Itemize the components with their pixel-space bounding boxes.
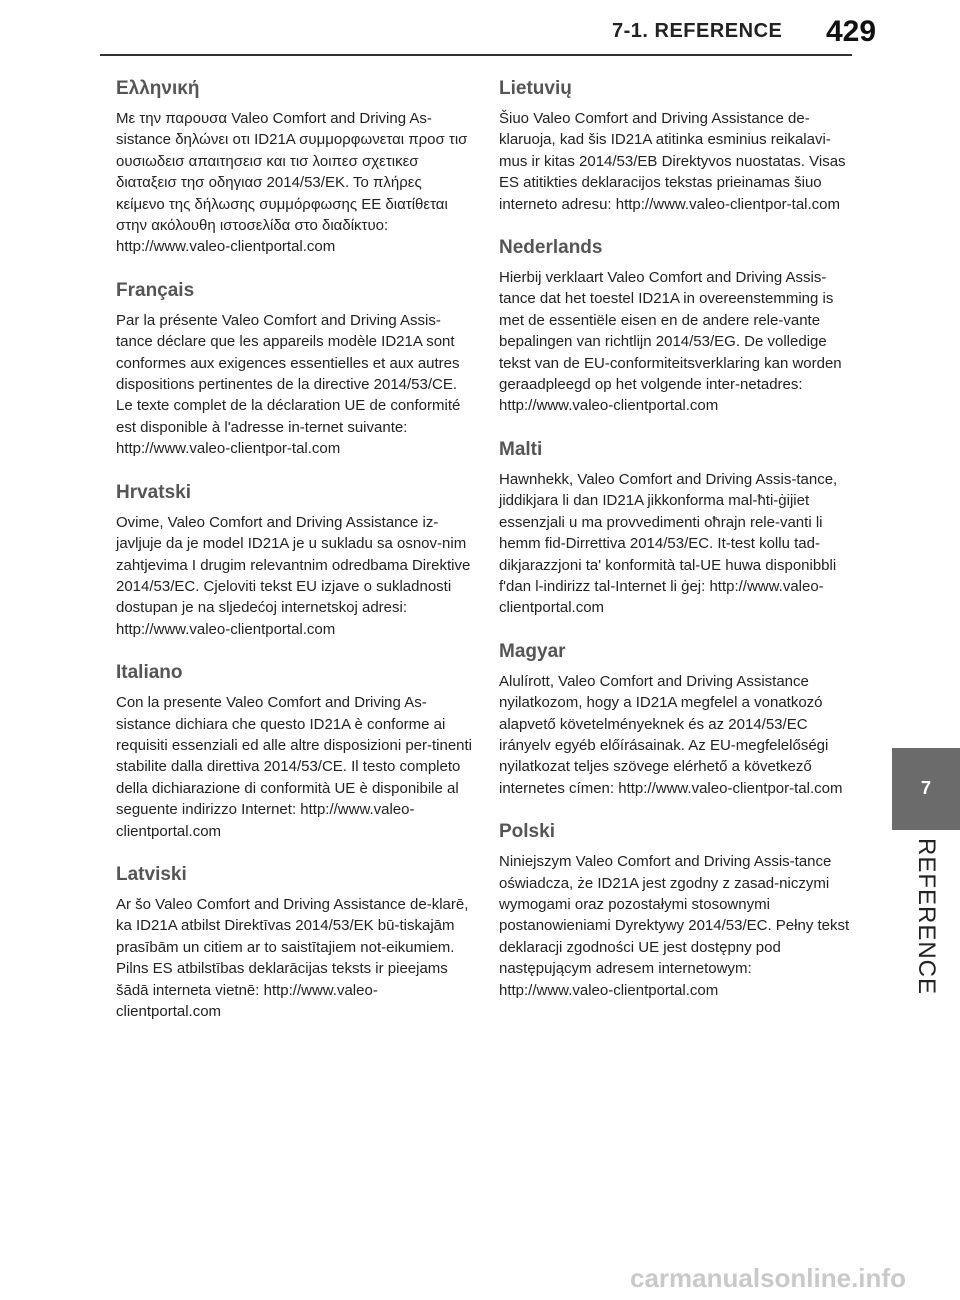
declaration-latvian [116, 864, 472, 1022]
chapter-label-area [892, 838, 960, 996]
declaration-text: Par la présente Valeo Comfort and Driving Assis-tance déclare que les appareils modèle ID21A sont conformes aux exigences essentielles et aux autres dispositions pertinentes de la directive 2014/53/CE. Le texte complet de la déclaration UE de conformité est disponible à l'adresse in-ternet suivante: http://www.valeo-clientpor-tal.com [116, 311, 461, 458]
language-heading: Latviski [116, 863, 187, 885]
declaration-dutch [499, 237, 855, 417]
declaration-text: Με την παρουσα Valeo Comfort and Driving As-sistance δηλώνει οτι ID21A συμμορφωνεται προσ τισ ουσιωδεισ απαιτησεισ και τισ λοιπεσ σχετικεσ διαταξεισ τησ οδηγιασ 2014/53/ΕΚ. Το πλήρες κείμενο της δήλωσης συμμόρφωσης ΕΕ διατίθεται στην ακόλουθη ιστοσελίδα στο διαδίκτυο: http://www.valeo-clientportal.com [116, 110, 468, 256]
right-column [499, 78, 855, 1023]
chapter-label: REFERENCE [913, 838, 940, 996]
watermark: carmanualsonline.info [630, 1263, 906, 1293]
declaration-polish [499, 821, 855, 1001]
declaration-text: Con la presente Valeo Comfort and Driving As-sistance dichiara che questo ID21A è conforme ai requisiti essenziali ed alle altre disposizioni per-tinenti stabilite dalla direttiva 2014/53/CE. Il testo completo della dichiarazione di conformità UE è disponibile al seguente indirizzo Internet: http://www.valeo-clientportal.com [116, 694, 473, 840]
language-heading: Nederlands [499, 237, 603, 259]
declaration-text: Hierbij verklaart Valeo Comfort and Driving Assis-tance dat het toestel ID21A in overeenstemming is met de essentiële eisen en de andere rele-vante bepalingen van richtlijn 2014/53/EG. De volledige tekst van de EU-conformiteitsverklaring kan worden geraadpleegd op het volgende inter-netadres: http://www.valeo-clientportal.com [499, 269, 842, 415]
declaration-croatian [116, 482, 472, 640]
page-header [0, 0, 960, 56]
chapter-number: 7 [920, 778, 931, 798]
language-heading: Lietuvių [499, 78, 572, 99]
language-heading: Ελληνική [116, 78, 200, 99]
page-number: 429 [826, 15, 877, 48]
left-column [116, 78, 472, 1044]
declaration-text: Ar šo Valeo Comfort and Driving Assistance de-klarē, ka ID21A atbilst Direktīvas 2014/53/EK bū-tiskajām prasībām un citiem ar to saistītajiem not-eikumiem. Pilns ES atbilstības deklarācijas teksts ir pieejams šādā interneta vietnē: http://www.valeo-clientportal.com [116, 895, 469, 1020]
declaration-greek [116, 78, 472, 258]
language-heading: Magyar [499, 640, 566, 662]
language-heading: Hrvatski [116, 481, 191, 503]
chapter-tab [892, 748, 960, 830]
header-divider [100, 54, 852, 56]
declaration-text: Niniejszym Valeo Comfort and Driving Assis-tance oświadcza, że ID21A jest zgodny z zasad-niczymi wymogami oraz pozostałymi stosownymi postanowieniami Dyrektywy 2014/53/EC. Pełny tekst deklaracji zgodności UE jest dostępny pod następującym adresem internetowym: http://www.valeo-clientportal.com [499, 853, 850, 999]
language-heading: Malti [499, 438, 543, 460]
language-heading: Polski [499, 821, 555, 843]
declaration-hungarian [499, 641, 855, 799]
declaration-text: Hawnhekk, Valeo Comfort and Driving Assis-tance, jiddikjara li dan ID21A jikkonforma mal-ħti-ġijiet essenzjali u ma provvedimenti oħrajn rele-vanti li hemm fid-Dirrettiva 2014/53/EC. It-test kollu tad-dikjarazzjoni ta' konformità tal-UE huwa disponibbli f'dan l-indirizz tal-Internet li ġej: http://www.valeo-clientportal.com [499, 470, 838, 617]
language-heading: Français [116, 279, 195, 301]
declaration-lithuanian [499, 78, 855, 215]
declaration-text: Ovime, Valeo Comfort and Driving Assistance iz-javljuje da je model ID21A je u sukladu sa osnov-nim zahtjevima I drugim relevantnim odredbama Direktive 2014/53/EC. Cjeloviti tekst EU izjave o sukladnosti dostupan je na sljedećoj internetskoj adresi: http://www.valeo-clientportal.com [116, 513, 471, 638]
language-heading: Italiano [116, 662, 183, 684]
declaration-italian [116, 662, 472, 842]
declaration-text: Alulírott, Valeo Comfort and Driving Assistance nyilatkozom, hogy a ID21A megfelel a vonatkozó alapvető követelményeknek és az 2014/53/EC irányelv egyéb előírásainak. Az EU-megfelelőségi nyilatkozat teljes szövege elérhető a következő internetes címen: http://www.valeo-clientpor-tal.com [499, 672, 843, 797]
declaration-french [116, 280, 472, 460]
section-title: 7-1. REFERENCE [612, 20, 783, 42]
declaration-text: Šiuo Valeo Comfort and Driving Assistance de-klaruoja, kad šis ID21A atitinka esminius reikalavi-mus ir kitas 2014/53/EB Direktyvos nuostatas. Visas ES atitikties deklaracijos tekstas prieinamas šiuo interneto adresu: http://www.valeo-clientpor-tal.com [499, 110, 846, 213]
declaration-maltese [499, 439, 855, 619]
